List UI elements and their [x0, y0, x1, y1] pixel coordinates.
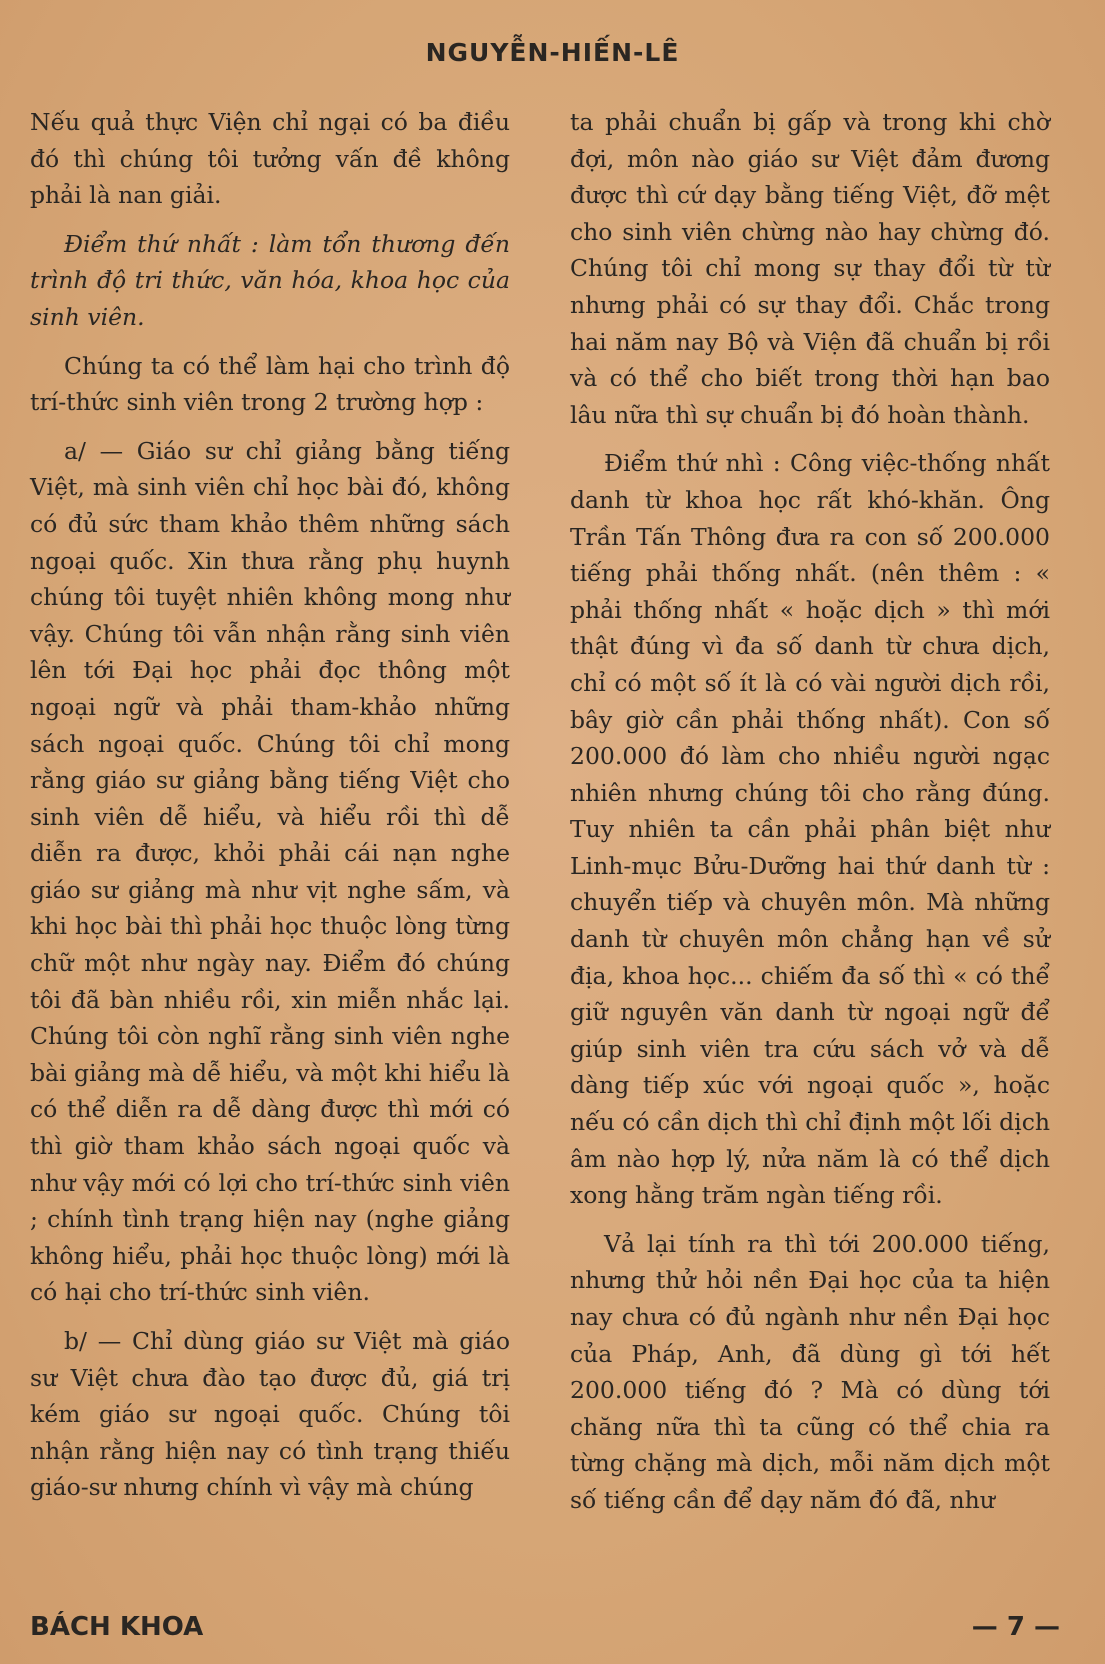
paragraph: a/ — Giáo sư chỉ giảng bằng tiếng Việt, mà sinh viên chỉ học bài đó, không có đủ sức tham khảo thêm những sách ngoại quốc. Xin thưa rằng phụ huynh chúng tôi tuyệt nhiên không mong như vậy. Chúng tôi vẫn nhận rằng sinh viên lên tới Đại học phải đọc thông một ngoại ngữ và phải tham-khảo những sách ngoại quốc. Chúng tôi chỉ mong rằng giáo sư giảng bằng tiếng Việt cho sinh viên dễ hiểu, và hiểu rồi thì dễ diễn ra được, khỏi phải cái nạn nghe giáo sư giảng mà như vịt nghe sấm, và khi học bài thì phải học thuộc lòng từng chữ một như ngày nay. Điểm đó chúng tôi đã bàn nhiều rồi, xin miễn nhắc lại. Chúng tôi còn nghĩ rằng sinh viên nghe bài giảng mà dễ hiểu, và một khi hiểu là có thể diễn ra dễ dàng được thì mới có thì giờ tham khảo sách ngoại quốc và như vậy mới có lợi cho trí-thức sinh viên ; chính tình trạng hiện nay (nghe giảng không hiểu, phải học thuộc lòng) mới là có hại cho trí-thức sinh viên. — [30, 436, 510, 1307]
paragraph: b/ — Chỉ dùng giáo sư Việt mà giáo sư Việt chưa đào tạo được đủ, giá trị kém giáo sư ngoại quốc. Chúng tôi nhận rằng hiện nay có tình trạng thiếu giáo-sư nhưng chính vì vậy mà chúng — [30, 1327, 510, 1502]
paragraph: Chúng ta có thể làm hại cho trình độ trí-thức sinh viên trong 2 trường hợp : — [30, 351, 510, 417]
paragraph: Nếu quả thực Viện chỉ ngại có ba điều đó thì chúng tôi tưởng vấn đề không phải là nan giải. — [30, 108, 510, 210]
paragraph-point-2: Điểm thứ nhì : Công việc-thống nhất danh từ khoa học rất khó-khăn. Ông Trần Tấn Thông đưa ra con số 200.000 tiếng phải thống nhất. (nên thêm : « phải thống nhất « hoặc dịch » thì mới thật đúng vì đa số danh từ chưa dịch, chỉ có một số ít là có vài người dịch rồi, bây giờ cần phải thống nhất). Con số 200.000 đó làm cho nhiều người ngạc nhiên nhưng chúng tôi cho rằng đúng. Tuy nhiên ta cần phải phân biệt như Linh-mục Bửu-Dưỡng hai thứ danh từ : chuyển tiếp và chuyên môn. Mà những danh từ chuyên môn chẳng hạn về sử địa, khoa học... chiếm đa số thì « có thể giữ nguyên văn danh từ ngoại ngữ để giúp sinh viên tra cứu sách vở và dễ dàng tiếp xúc với ngoại quốc », hoặc nếu có cần dịch thì chỉ định một lối dịch âm nào hợp lý, nửa năm là có thể dịch xong hằng trăm ngàn tiếng rồi. — [570, 449, 1050, 1210]
page-number: — 7 — — [971, 1612, 1060, 1642]
section-heading-point-1: Điểm thứ nhất : làm tổn thương đến trình độ tri thức, văn hóa, khoa học của sinh viên. — [30, 229, 510, 331]
paragraph: Vả lại tính ra thì tới 200.000 tiếng, nhưng thử hỏi nền Đại học của ta hiện nay chưa có đủ ngành như nền Đại học của Pháp, Anh, đã dùng gì tới hết 200.000 tiếng đó ? Mà có dùng tới chăng nữa thì ta cũng có thể chia ra từng chặng mà dịch, mỗi năm dịch một số tiếng cần để dạy năm đó đã, như — [570, 1229, 1050, 1514]
left-column — [30, 104, 510, 1518]
running-head: NGUYỄN-HIẾN-LÊ — [425, 38, 680, 67]
right-column — [570, 104, 1050, 1531]
publication-name: BÁCH KHOA — [30, 1612, 204, 1642]
paragraph: ta phải chuẩn bị gấp và trong khi chờ đợi, môn nào giáo sư Việt đảm đương được thì cứ dạy bằng tiếng Việt, đỡ mệt cho sinh viên chừng nào hay chừng đó. Chúng tôi chỉ mong sự thay đổi từ từ nhưng phải có sự thay đổi. Chắc trong hai năm nay Bộ và Viện đã chuẩn bị rồi và có thể cho biết trong thời hạn bao lâu nữa thì sự chuẩn bị đó hoàn thành. — [570, 108, 1050, 429]
